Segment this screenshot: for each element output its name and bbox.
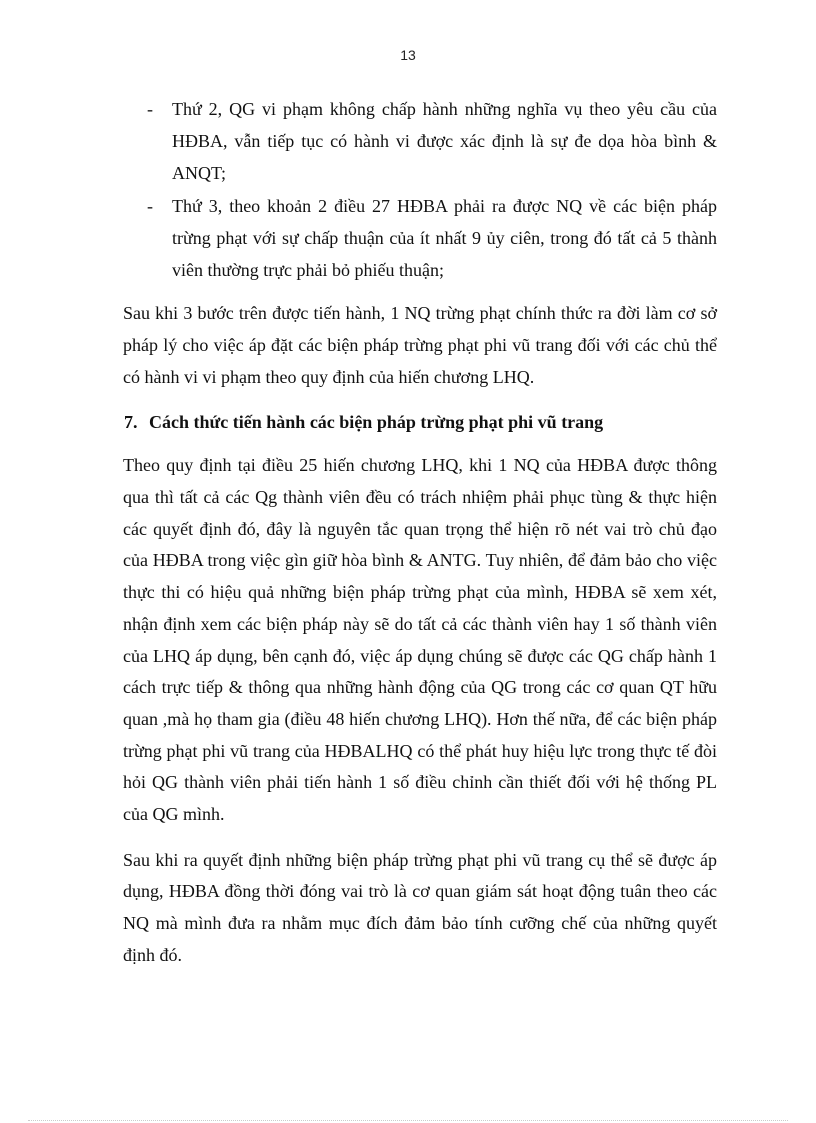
bullet-marker: -	[147, 99, 153, 119]
footer-divider	[28, 1120, 788, 1121]
list-item-text: Thứ 3, theo khoản 2 điều 27 HĐBA phải ra được NQ về các biện pháp trừng phạt với sự chấp thuận của ít nhất 9 ủy ciên, trong đó tất cả 5 thành viên thường trực phải bỏ phiếu thuận;	[172, 195, 717, 281]
section-heading	[123, 407, 717, 437]
document-body	[123, 93, 717, 986]
list-item	[123, 93, 717, 190]
bullet-marker: -	[147, 195, 153, 216]
list-item-text: Thứ 2, QG vi phạm không chấp hành những nghĩa vụ theo yêu cầu của HĐBA, vẫn tiếp tục có hành vi được xác định là sự đe dọa hòa bình & ANQT;	[172, 99, 717, 184]
page-number: 13	[400, 47, 416, 63]
section-title: Cách thức tiến hành các biện pháp trừng phạt phi vũ trang	[149, 412, 604, 433]
paragraph: Theo quy định tại điều 25 hiến chương LHQ, khi 1 NQ của HĐBA được thông qua thì tất cả các Qg thành viên đều có trách nhiệm phải phục tùng & thực hiện các quyết định đó, đây là nguyên tắc quan trọng thể hiện rõ nét vai trò chủ đạo của HĐBA trong việc gìn giữ hòa bình & ANTG. Tuy nhiên, để đảm bảo cho việc thực thi có hiệu quả những biện pháp trừng phạt của mình, HĐBA sẽ xem xét, nhận định xem các biện pháp này sẽ do tất cả các thành viên hay 1 số thành viên của LHQ áp dụng, bên cạnh đó, việc áp dụng chúng sẽ được các QG chấp hành 1 cách trực tiếp & thông qua những hành động của QG trong các cơ quan QT hữu quan ,mà họ tham gia (điều 48 hiến chương LHQ). Hơn thế nữa, để các biện pháp trừng phạt phi vũ trang của HĐBALHQ có thể phát huy hiệu lực trong thực tế đòi hỏi QG thành viên phải tiến hành 1 số điều chỉnh cần thiết đối với hệ thống PL của QG mình.	[123, 455, 717, 825]
paragraph: Sau khi ra quyết định những biện pháp trừng phạt phi vũ trang cụ thể sẽ được áp dụng, HĐBA đồng thời đóng vai trò là cơ quan giám sát hoạt động tuân theo các NQ mà mình đưa ra nhằm mục đích đảm bảo tính cưỡng chế của những quyết định đó.	[123, 849, 717, 965]
bullet-list	[123, 93, 717, 286]
paragraph: Sau khi 3 bước trên được tiến hành, 1 NQ trừng phạt chính thức ra đời làm cơ sở pháp lý cho việc áp đặt các biện pháp trừng phạt phi vũ trang đối với các chủ thể có hành vi vi phạm theo quy định của hiến chương LHQ.	[123, 303, 717, 387]
section-number: 7.	[124, 412, 138, 433]
list-item	[123, 190, 717, 287]
